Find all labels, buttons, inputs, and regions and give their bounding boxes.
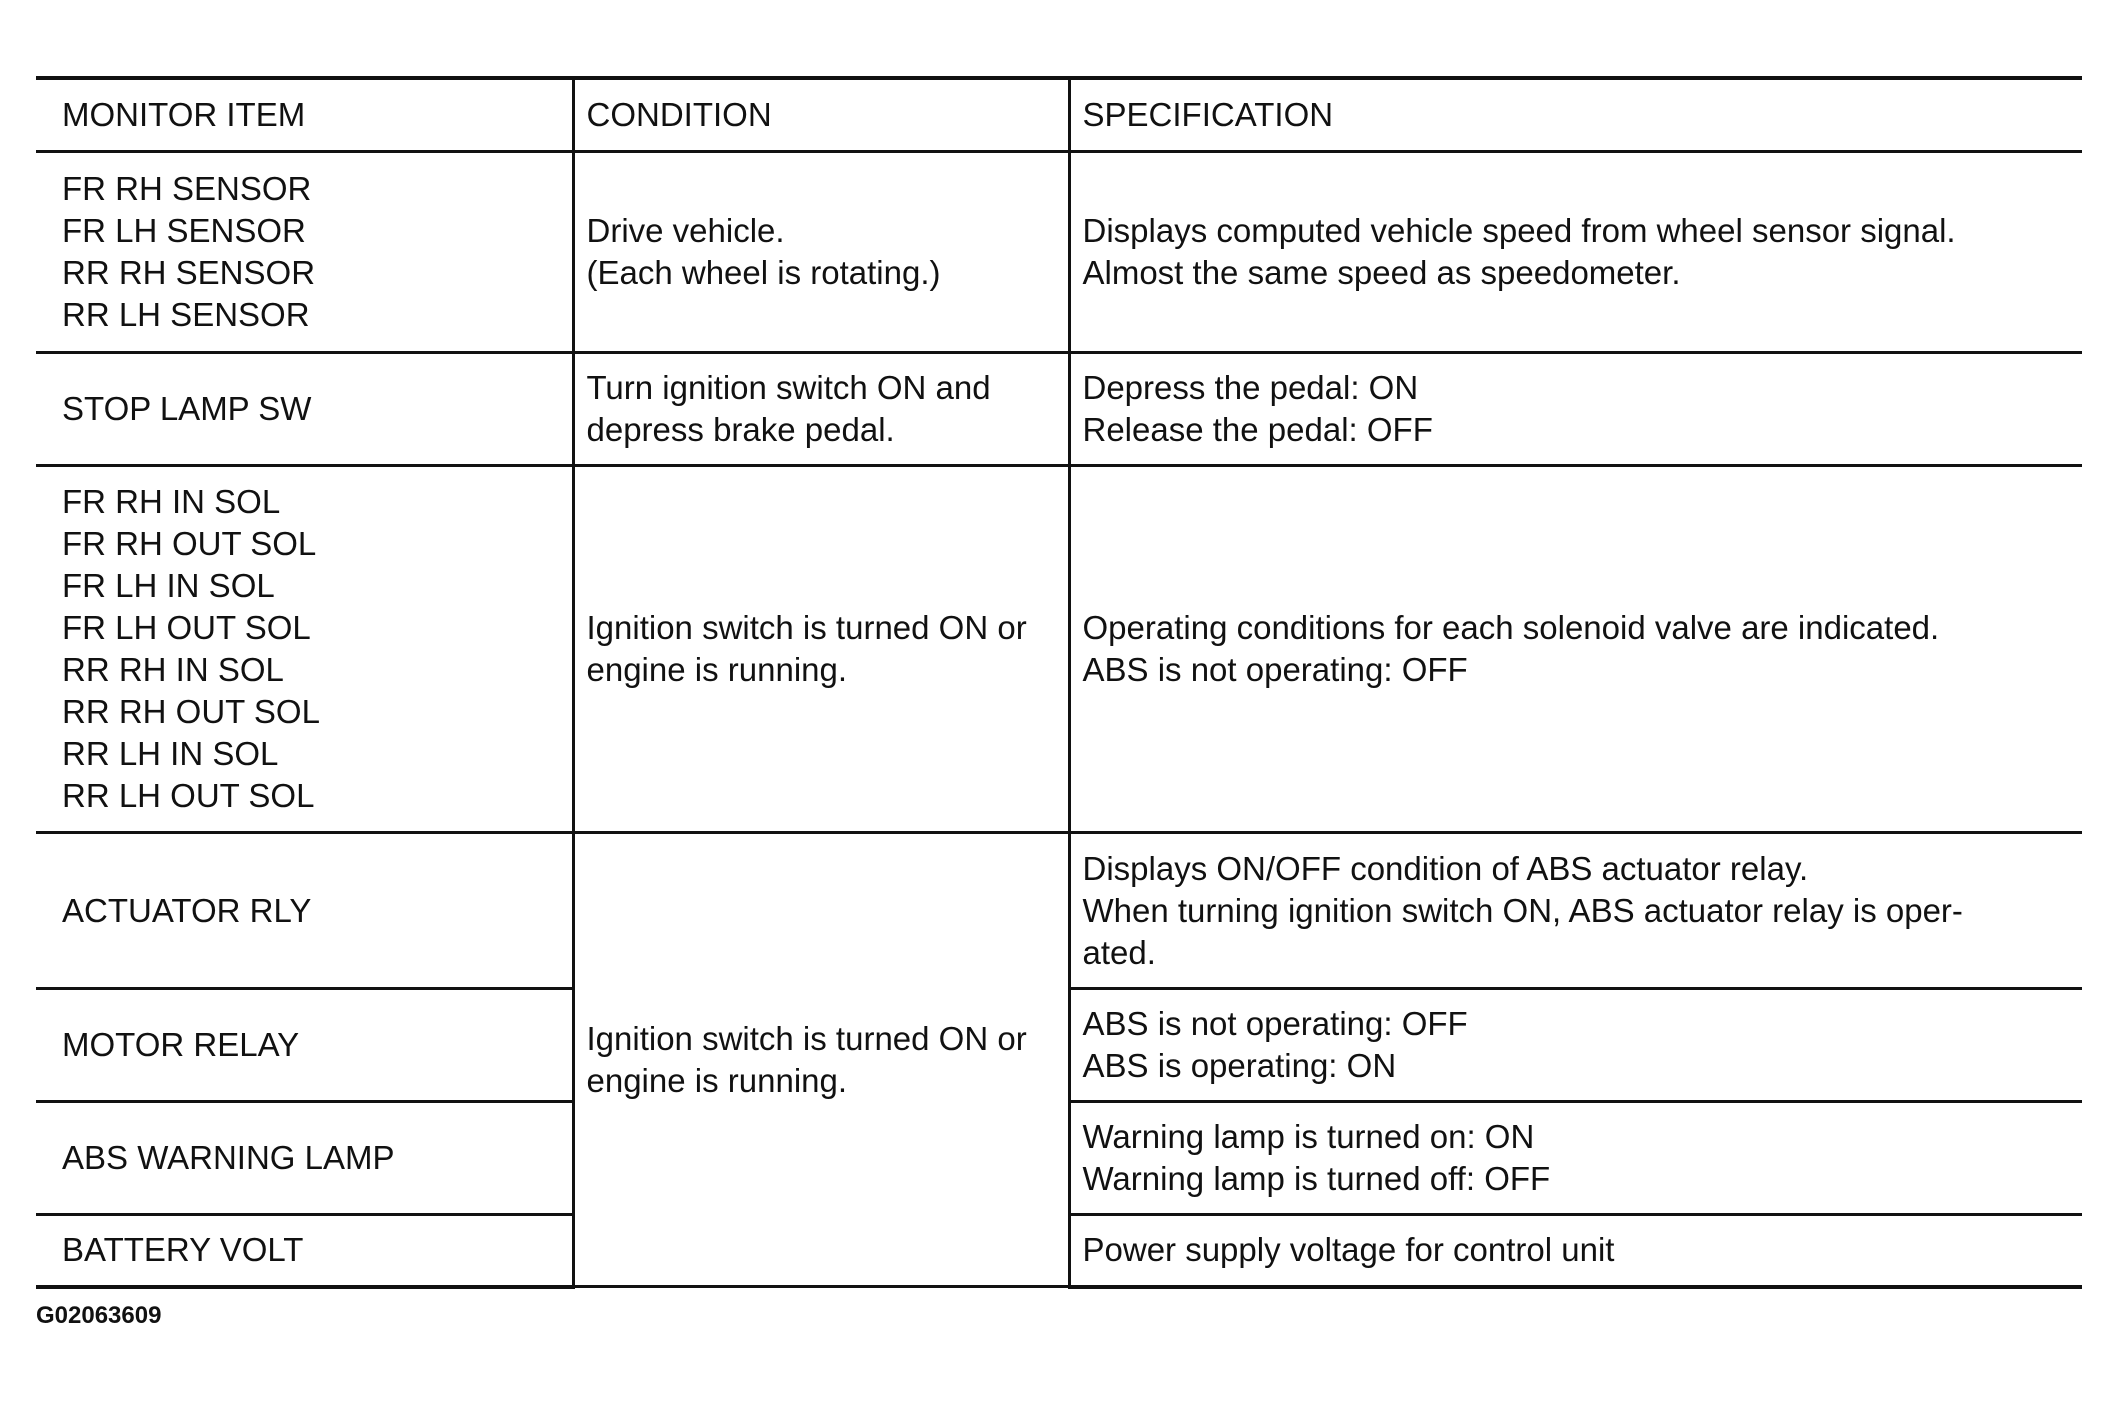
monitor-item-cell: STOP LAMP SW [36, 353, 573, 466]
condition-cell: Drive vehicle. (Each wheel is rotating.) [573, 152, 1069, 353]
header-condition: CONDITION [573, 78, 1069, 152]
monitor-item-cell: FR RH IN SOL FR RH OUT SOL FR LH IN SOL FR LH OUT SOL RR RH IN SOL RR RH OUT SOL RR LH IN SOL RR LH OUT SOL [36, 466, 573, 833]
specification-cell: Depress the pedal: ON Release the pedal: OFF [1069, 353, 2082, 466]
table-row [36, 833, 2082, 989]
specification-cell: Operating conditions for each solenoid valve are indicated. ABS is not operating: OFF [1069, 466, 2082, 833]
condition-cell: Turn ignition switch ON and depress brake pedal. [573, 353, 1069, 466]
monitor-item-cell: ACTUATOR RLY [36, 833, 573, 989]
table-row [36, 152, 2082, 353]
specification-cell: Displays computed vehicle speed from wheel sensor signal. Almost the same speed as speedometer. [1069, 152, 2082, 353]
specification-cell: Warning lamp is turned on: ON Warning lamp is turned off: OFF [1069, 1102, 2082, 1215]
figure-code: G02063609 [36, 1302, 162, 1329]
monitor-item-cell: BATTERY VOLT [36, 1215, 573, 1287]
specification-cell: ABS is not operating: OFF ABS is operating: ON [1069, 989, 2082, 1102]
condition-cell: Ignition switch is turned ON or engine is running. [573, 466, 1069, 833]
monitor-spec-table [36, 76, 2082, 1289]
specification-cell: Power supply voltage for control unit [1069, 1215, 2082, 1287]
table-row [36, 353, 2082, 466]
specification-cell: Displays ON/OFF condition of ABS actuator relay. When turning ignition switch ON, ABS actuator relay is oper- ated. [1069, 833, 2082, 989]
condition-cell: Ignition switch is turned ON or engine is running. [573, 833, 1069, 1287]
header-specification: SPECIFICATION [1069, 78, 2082, 152]
monitor-item-cell: MOTOR RELAY [36, 989, 573, 1102]
table-row [36, 466, 2082, 833]
monitor-item-cell: ABS WARNING LAMP [36, 1102, 573, 1215]
table-header-row [36, 78, 2082, 152]
header-monitor-item: MONITOR ITEM [36, 78, 573, 152]
monitor-item-cell: FR RH SENSOR FR LH SENSOR RR RH SENSOR RR LH SENSOR [36, 152, 573, 353]
